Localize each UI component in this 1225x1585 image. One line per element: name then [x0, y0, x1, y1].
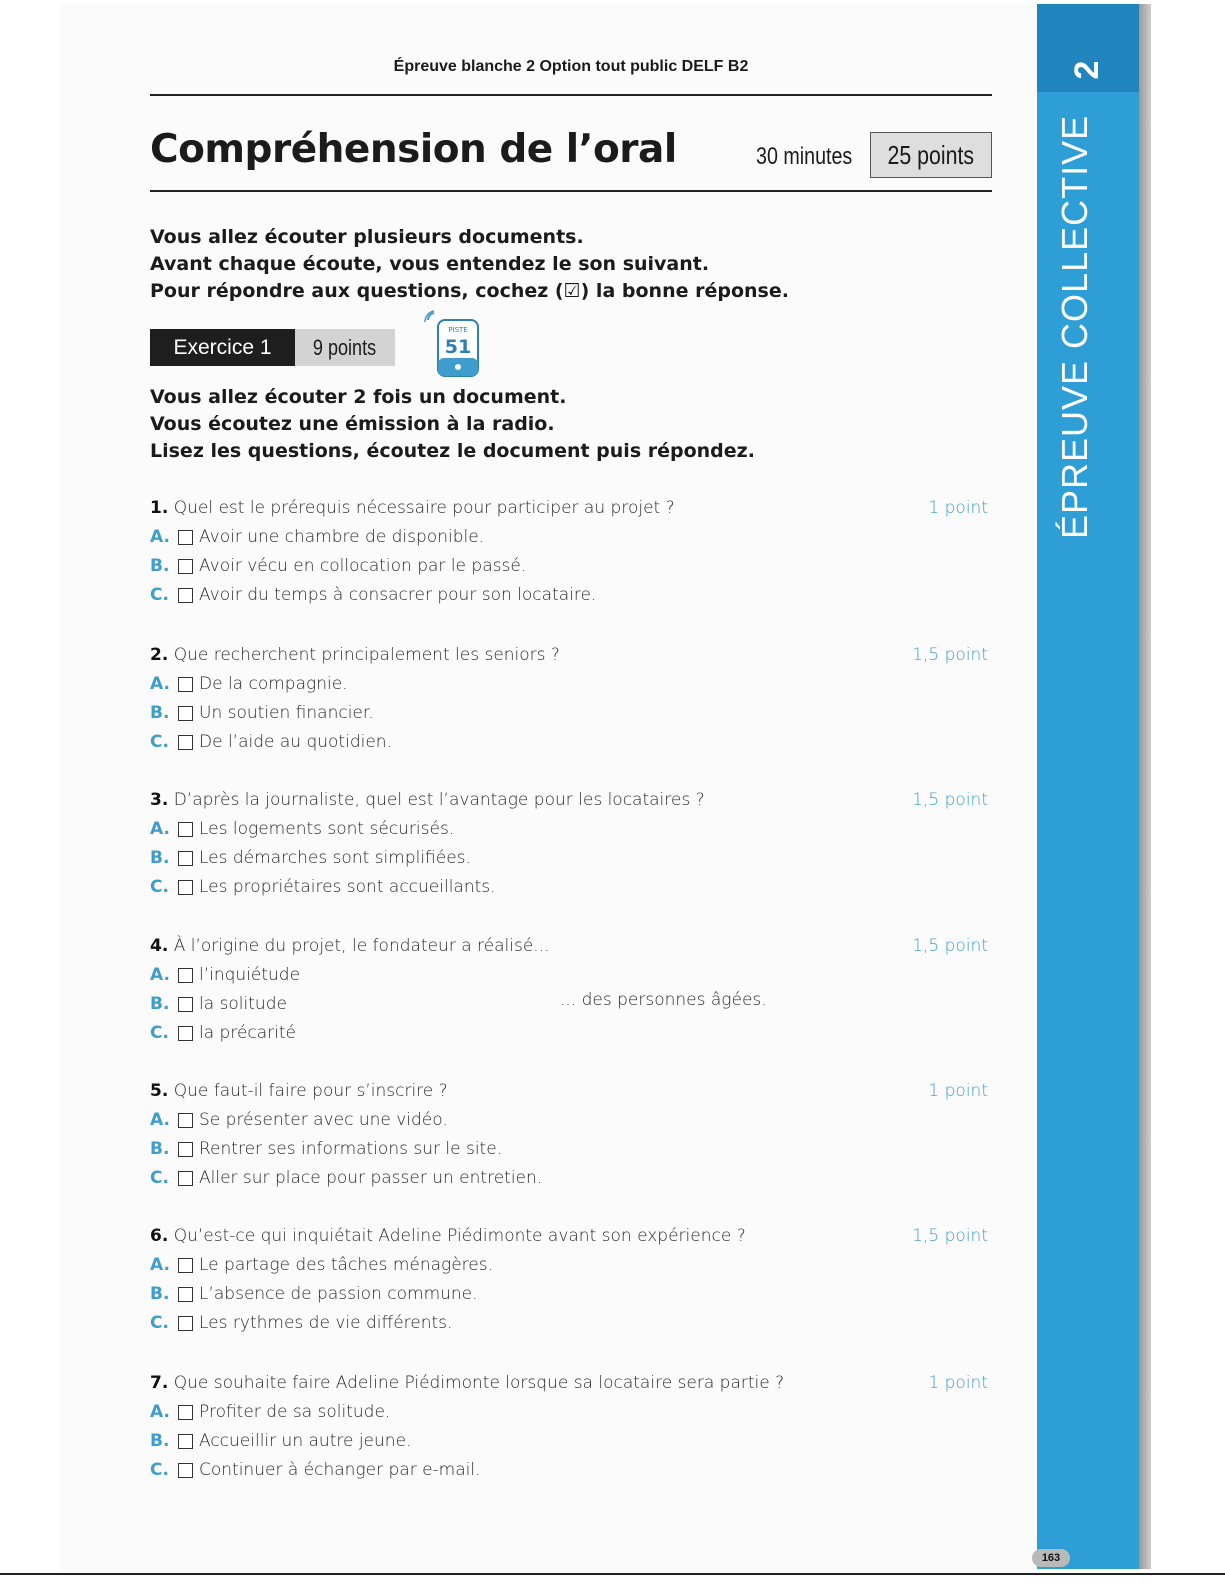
option-text: Les rythmes de vie différents. [199, 1313, 453, 1333]
answer-option[interactable] [150, 523, 992, 552]
answer-checkbox[interactable] [178, 1026, 193, 1041]
question-number: 7. [150, 1373, 169, 1393]
option-text: la solitude [199, 994, 287, 1014]
option-letter: A. [150, 1402, 170, 1422]
answer-checkbox[interactable] [178, 851, 193, 866]
question-number: 5. [150, 1081, 169, 1101]
option-letter: A. [150, 527, 170, 547]
option-text: L’absence de passion commune. [199, 1284, 478, 1304]
exercise-label: Exercice 1 [150, 329, 295, 366]
section-intro [150, 224, 789, 305]
option-letter: B. [150, 1284, 170, 1304]
option-text: Continuer à échanger par e-mail. [199, 1460, 481, 1480]
answer-option[interactable] [150, 1251, 992, 1280]
answer-option[interactable] [150, 844, 992, 873]
option-letter: C. [150, 1168, 169, 1188]
intro-line: Avant chaque écoute, vous entendez le son suivant. [150, 253, 710, 275]
answer-option[interactable] [150, 1280, 992, 1309]
option-letter: C. [150, 585, 169, 605]
option-text: Accueillir un autre jeune. [199, 1431, 412, 1451]
instruction-line: Lisez les questions, écoutez le document puis répondez. [150, 440, 755, 462]
option-text: Les démarches sont simplifiées. [199, 848, 471, 868]
answer-checkbox[interactable] [178, 1405, 193, 1420]
question-number: 2. [150, 645, 169, 665]
answer-checkbox[interactable] [178, 968, 193, 983]
question-1 [150, 494, 992, 610]
answer-checkbox[interactable] [178, 677, 193, 692]
option-letter: B. [150, 994, 170, 1014]
question-number: 1. [150, 498, 169, 518]
question-number: 3. [150, 790, 169, 810]
answer-checkbox[interactable] [178, 706, 193, 721]
question-points: 1 point [928, 1373, 988, 1393]
option-text: l’inquiétude [199, 965, 301, 985]
option-text: Avoir du temps à consacrer pour son locataire. [199, 585, 597, 605]
answer-option[interactable] [150, 1135, 992, 1164]
track-label: PISTE [448, 326, 468, 334]
header-rule [150, 94, 992, 96]
option-text: la précarité [199, 1023, 297, 1043]
option-letter: B. [150, 556, 170, 576]
question-text: Que recherchent principalement les seniors ? [173, 645, 560, 665]
answer-checkbox[interactable] [178, 1316, 193, 1331]
question-number: 6. [150, 1226, 169, 1246]
question-points: 1 point [928, 1081, 988, 1101]
exercise-points-box [295, 329, 395, 366]
question-text: Quel est le prérequis nécessaire pour participer au projet ? [173, 498, 675, 518]
option-text: Les propriétaires sont accueillants. [199, 877, 496, 897]
side-tab-title: ÉPREUVE COLLECTIVE [1054, 114, 1095, 539]
answer-checkbox[interactable] [178, 1113, 193, 1128]
question-points: 1,5 point [912, 790, 988, 810]
option-text: Se présenter avec une vidéo. [199, 1110, 448, 1130]
option-letter: A. [150, 1110, 170, 1130]
option-text: Un soutien financier. [199, 703, 374, 723]
option-letter: B. [150, 703, 170, 723]
option-text: Avoir une chambre de disponible. [199, 527, 485, 547]
page-edge [1139, 4, 1151, 1569]
option-letter: A. [150, 965, 170, 985]
option-letter: C. [150, 1460, 169, 1480]
answer-checkbox[interactable] [178, 1287, 193, 1302]
answer-checkbox[interactable] [178, 997, 193, 1012]
question-3 [150, 786, 992, 902]
question-text: Qu’est-ce qui inquiétait Adeline Piédimonte avant son expérience ? [173, 1226, 746, 1246]
option-text: De la compagnie. [199, 674, 348, 694]
answer-option[interactable] [150, 728, 992, 757]
intro-line: Pour répondre aux questions, cochez (☑) la bonne réponse. [150, 280, 789, 302]
duration: 30 minutes [756, 143, 853, 170]
answer-option[interactable] [150, 961, 992, 990]
total-points-box [870, 132, 992, 178]
answer-checkbox[interactable] [178, 1463, 193, 1478]
question-points: 1,5 point [912, 936, 988, 956]
question-text: D’après la journaliste, quel est l’avantage pour les locataires ? [173, 790, 705, 810]
answer-checkbox[interactable] [178, 1258, 193, 1273]
option-text: Rentrer ses informations sur le site. [199, 1139, 503, 1159]
option-text: Le partage des tâches ménagères. [199, 1255, 494, 1275]
option-letter: B. [150, 1139, 170, 1159]
question-suffix: ... des personnes âgées. [560, 990, 767, 1010]
question-6 [150, 1222, 992, 1338]
answer-option[interactable] [150, 1309, 992, 1338]
answer-option[interactable] [150, 552, 992, 581]
section-title: Compréhension de l’oral [150, 127, 677, 172]
option-letter: B. [150, 1431, 170, 1451]
answer-checkbox[interactable] [178, 1142, 193, 1157]
answer-option[interactable] [150, 670, 992, 699]
question-text: Que faut-il faire pour s’inscrire ? [173, 1081, 448, 1101]
question-text: Que souhaite faire Adeline Piédimonte lorsque sa locataire sera partie ? [173, 1373, 785, 1393]
answer-option[interactable] [150, 1164, 992, 1193]
answer-option[interactable] [150, 873, 992, 902]
option-text: Aller sur place pour passer un entretien. [199, 1168, 543, 1188]
answer-checkbox[interactable] [178, 1434, 193, 1449]
audio-track-icon [422, 310, 484, 380]
option-text: Avoir vécu en collocation par le passé. [199, 556, 527, 576]
answer-option[interactable] [150, 1398, 992, 1427]
question-number: 4. [150, 936, 169, 956]
question-text: À l’origine du projet, le fondateur a réalisé... [173, 936, 550, 956]
option-letter: C. [150, 1313, 169, 1333]
option-text: Les logements sont sécurisés. [199, 819, 455, 839]
total-points: 25 points [887, 139, 975, 170]
track-number: 51 [444, 336, 472, 358]
exercise-points: 9 points [313, 334, 377, 360]
running-header: Épreuve blanche 2 Option tout public DELF B2 [393, 58, 749, 75]
option-letter: B. [150, 848, 170, 868]
question-points: 1 point [928, 498, 988, 518]
option-text: Profiter de sa solitude. [199, 1402, 391, 1422]
question-4 [150, 932, 992, 1048]
question-5 [150, 1077, 992, 1193]
instruction-line: Vous écoutez une émission à la radio. [150, 413, 555, 435]
answer-checkbox[interactable] [178, 880, 193, 895]
scan-bottom-line [0, 1573, 1225, 1575]
intro-line: Vous allez écouter plusieurs documents. [150, 226, 584, 248]
exercise-instructions [150, 384, 755, 465]
answer-checkbox[interactable] [178, 530, 193, 545]
answer-option[interactable] [150, 1019, 992, 1048]
page-number: 163 [1032, 1549, 1070, 1567]
answer-option[interactable] [150, 1106, 992, 1135]
question-2 [150, 641, 992, 757]
answer-option[interactable] [150, 581, 992, 610]
option-letter: C. [150, 1023, 169, 1043]
title-rule [150, 190, 992, 192]
option-letter: C. [150, 732, 169, 752]
option-text: De l’aide au quotidien. [199, 732, 392, 752]
answer-option[interactable] [150, 1427, 992, 1456]
answer-checkbox[interactable] [178, 1171, 193, 1186]
instruction-line: Vous allez écouter 2 fois un document. [150, 386, 567, 408]
option-letter: C. [150, 877, 169, 897]
question-7 [150, 1369, 992, 1485]
answer-checkbox[interactable] [178, 559, 193, 574]
option-letter: A. [150, 1255, 170, 1275]
option-letter: A. [150, 819, 170, 839]
question-points: 1,5 point [912, 1226, 988, 1246]
question-points: 1,5 point [912, 645, 988, 665]
answer-option[interactable] [150, 815, 992, 844]
answer-checkbox[interactable] [178, 822, 193, 837]
option-letter: A. [150, 674, 170, 694]
answer-option[interactable] [150, 1456, 992, 1485]
side-tab-number: 2 [1067, 60, 1106, 80]
answer-checkbox[interactable] [178, 735, 193, 750]
answer-checkbox[interactable] [178, 588, 193, 603]
answer-option[interactable] [150, 699, 992, 728]
